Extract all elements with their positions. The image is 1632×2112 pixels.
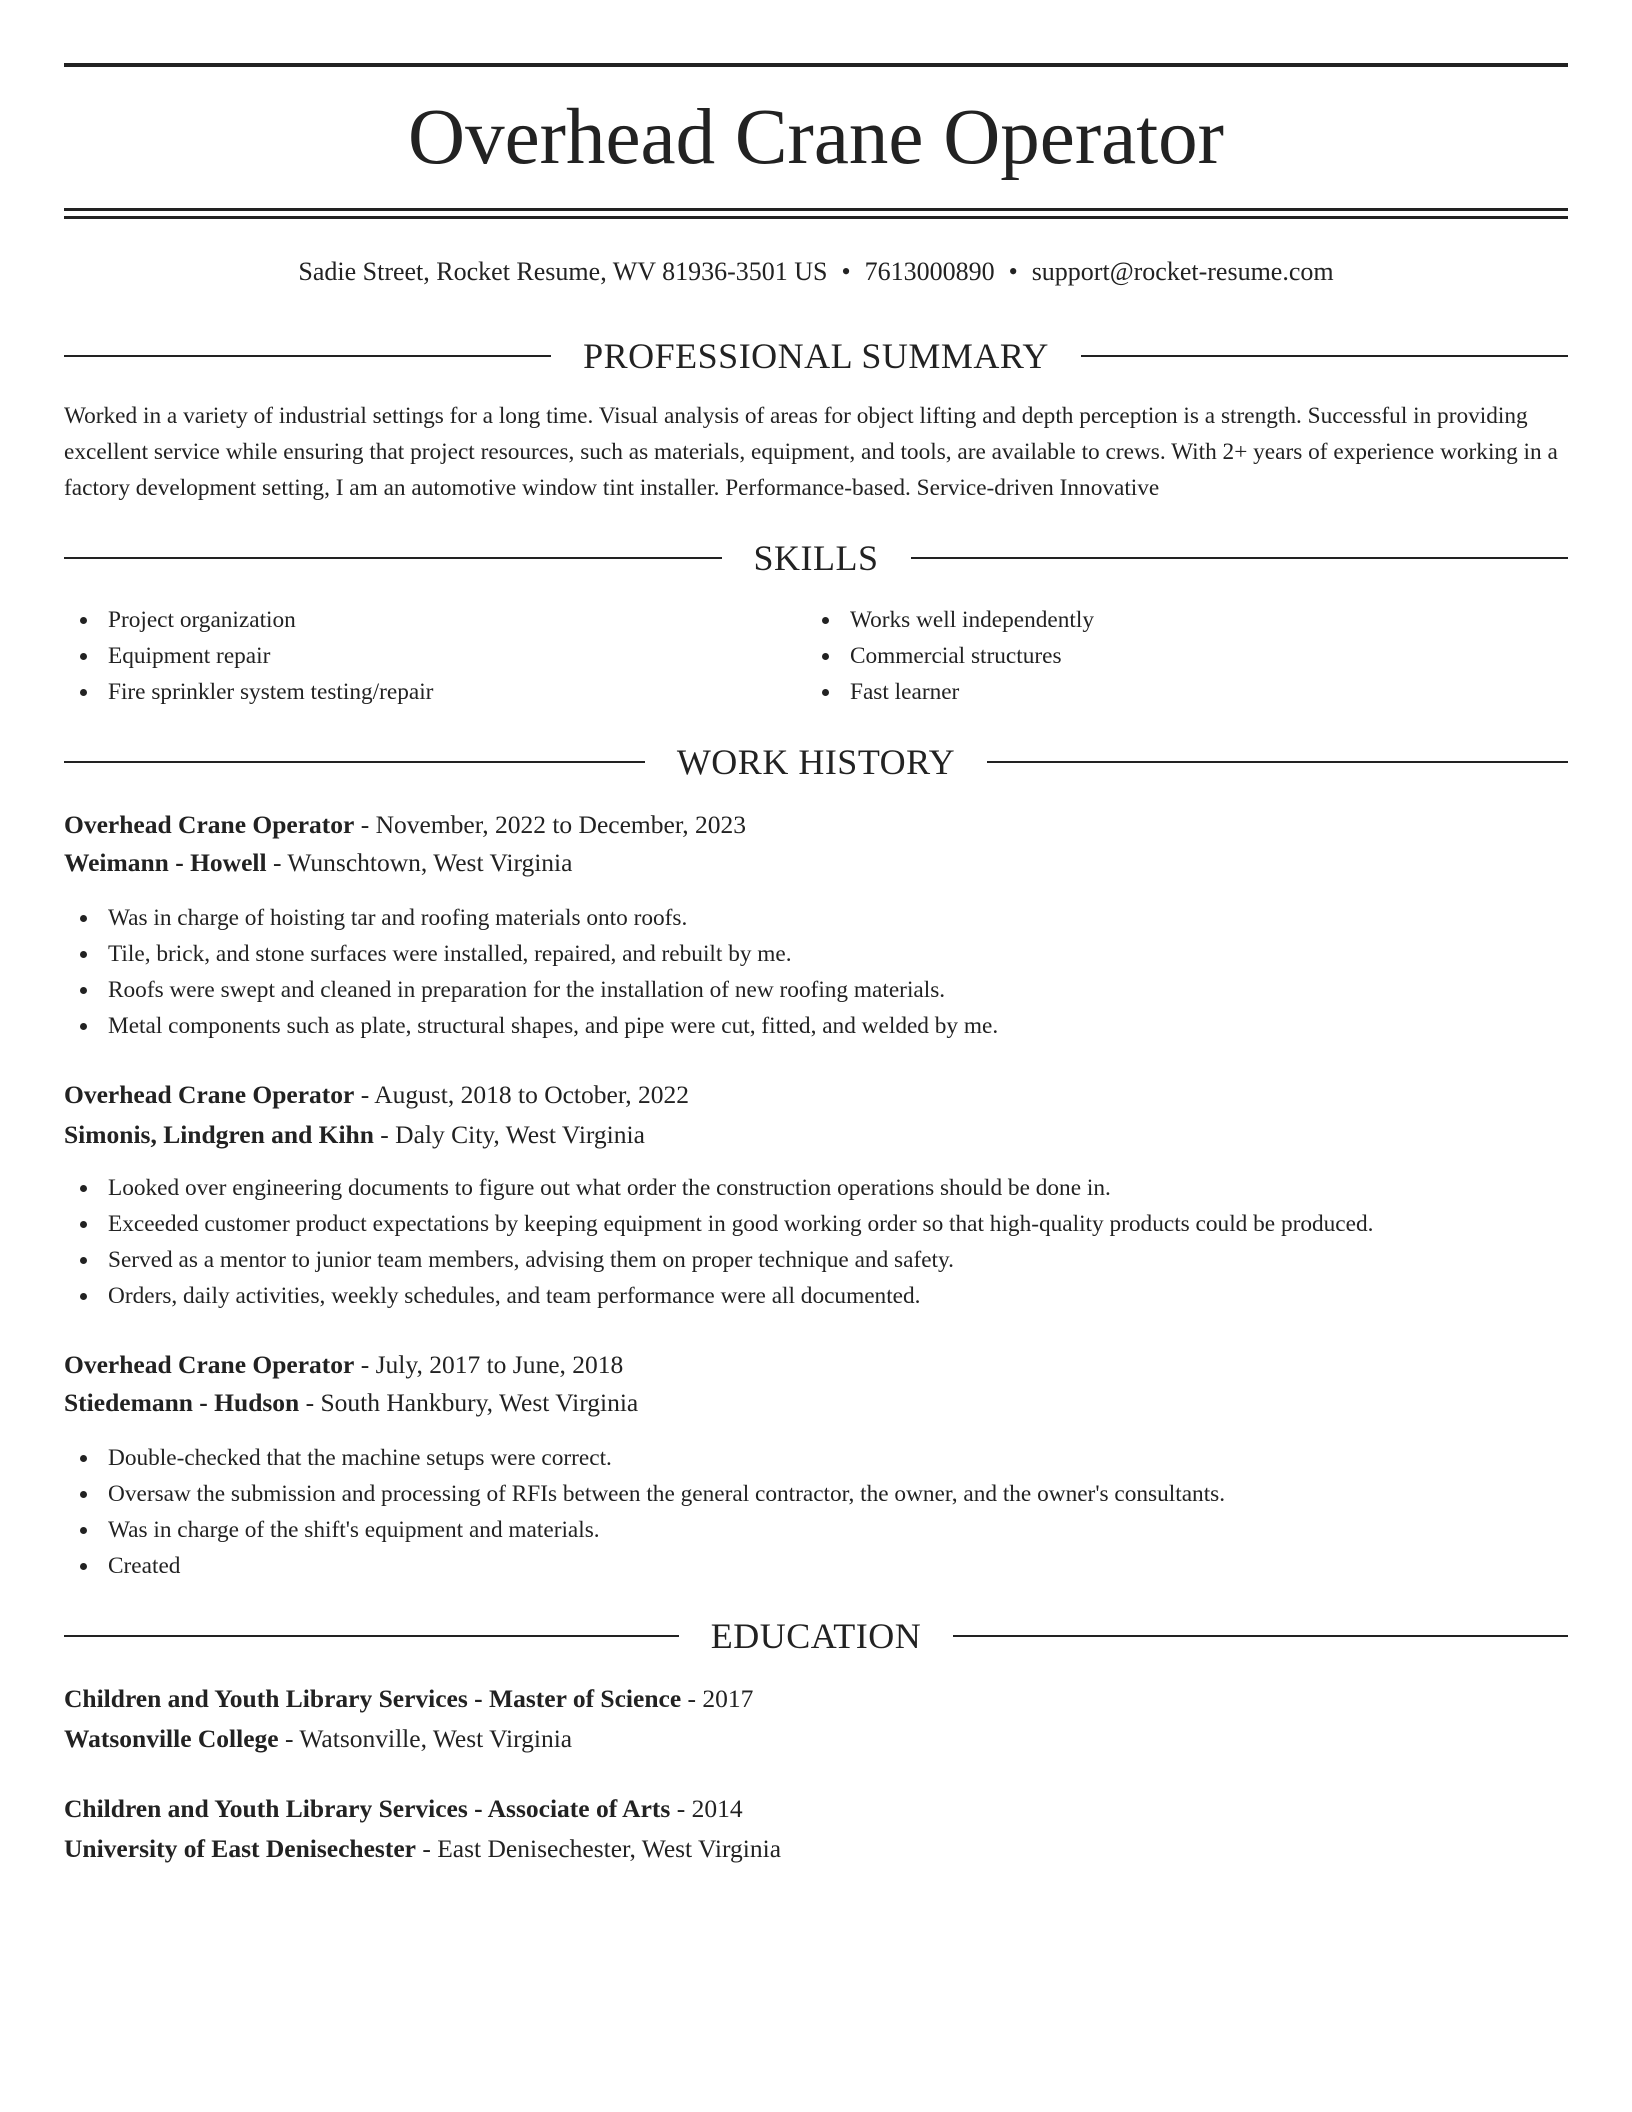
heading-rule-right (911, 557, 1569, 559)
job-bullet: Looked over engineering documents to figure out what order the construction operations should be done in. (64, 1170, 1373, 1206)
job-location: - Daly City, West Virginia (373, 1120, 645, 1149)
job-title: Overhead Crane Operator (64, 1350, 355, 1379)
job-title: Overhead Crane Operator (64, 1080, 355, 1109)
section-heading-skills (64, 536, 1568, 580)
job-bullet: Created (64, 1548, 1225, 1584)
heading-rule-left (64, 557, 722, 559)
education-year: - 2014 (670, 1794, 743, 1823)
job-bullet: Served as a mentor to junior team members, advising them on proper technique and safety. (64, 1242, 1373, 1278)
education-degree-line (64, 1790, 743, 1828)
heading-rule-left (64, 355, 551, 357)
job-bullet: Double-checked that the machine setups were correct. (64, 1440, 1225, 1476)
skill-item: Project organization (64, 602, 433, 638)
job-bullet: Tile, brick, and stone surfaces were installed, repaired, and rebuilt by me. (64, 936, 998, 972)
contact-email[interactable]: support@rocket-resume.com (1031, 257, 1334, 286)
skills-list-left (64, 602, 433, 710)
job-location: - South Hankbury, West Virginia (299, 1388, 639, 1417)
education-school: Watsonville College (64, 1724, 279, 1753)
job-title-line (64, 1076, 689, 1114)
education-degree-line (64, 1680, 753, 1718)
section-heading-label: EDUCATION (710, 1616, 922, 1656)
summary-text: Worked in a variety of industrial settings for a long time. Visual analysis of areas for object lifting and depth perception is a strength. Successful in providing excellent service while ensuring that project resources, such as materials, equipment, and tools, are available to crews. With 2+ years of experience working in a factory development setting, I am an automotive window tint installer. Performance-based. Service-driven Innovative (64, 403, 1558, 501)
job-location: - Wunschtown, West Virginia (266, 848, 573, 877)
job-bullet-list (64, 1440, 1225, 1584)
section-heading-summary (64, 334, 1568, 378)
education-school-line (64, 1830, 781, 1868)
section-heading-label: PROFESSIONAL SUMMARY (583, 336, 1049, 376)
header-bottom-rule-lower (64, 216, 1568, 219)
job-bullet: Was in charge of the shift's equipment and materials. (64, 1512, 1225, 1548)
job-title-line (64, 1346, 623, 1384)
contact-phone: 7613000890 (864, 257, 995, 286)
job-title: Overhead Crane Operator (64, 810, 355, 839)
contact-address: Sadie Street, Rocket Resume, WV 81936-3501 US (298, 257, 828, 286)
job-dates: - July, 2017 to June, 2018 (354, 1350, 624, 1379)
job-title-line (64, 806, 746, 844)
job-bullet: Was in charge of hoisting tar and roofing materials onto roofs. (64, 900, 998, 936)
job-company: Stiedemann - Hudson (64, 1388, 300, 1417)
skill-item: Commercial structures (806, 638, 1094, 674)
education-degree: Children and Youth Library Services - Associate of Arts (64, 1794, 671, 1823)
education-location: - East Denisechester, West Virginia (415, 1834, 782, 1863)
education-year: - 2017 (681, 1684, 754, 1713)
section-heading-label: WORK HISTORY (676, 742, 956, 782)
job-company-line (64, 1116, 645, 1154)
skill-item: Fire sprinkler system testing/repair (64, 674, 433, 710)
skill-item: Works well independently (806, 602, 1094, 638)
skill-item: Equipment repair (64, 638, 433, 674)
skill-item: Fast learner (806, 674, 1094, 710)
education-degree: Children and Youth Library Services - Master of Science (64, 1684, 682, 1713)
job-company-line (64, 844, 572, 882)
education-school: University of East Denisechester (64, 1834, 416, 1863)
contact-separator: • (1008, 257, 1018, 286)
contact-separator: • (841, 257, 851, 286)
job-bullet: Metal components such as plate, structural shapes, and pipe were cut, fitted, and welded by me. (64, 1008, 998, 1044)
education-location: - Watsonville, West Virginia (278, 1724, 573, 1753)
job-company-line (64, 1384, 638, 1422)
heading-rule-right (1081, 355, 1568, 357)
heading-rule-left (64, 761, 645, 763)
section-heading-label: SKILLS (753, 538, 879, 578)
section-heading-education (64, 1614, 1568, 1658)
job-dates: - August, 2018 to October, 2022 (354, 1080, 690, 1109)
heading-rule-left (64, 1635, 679, 1637)
job-company: Simonis, Lindgren and Kihn (64, 1120, 374, 1149)
header-bottom-rule-upper (64, 208, 1568, 211)
heading-rule-right (953, 1635, 1568, 1637)
header-top-rule (64, 63, 1568, 67)
heading-rule-right (987, 761, 1568, 763)
job-bullet: Orders, daily activities, weekly schedules, and team performance were all documented. (64, 1278, 1373, 1314)
job-bullet: Oversaw the submission and processing of RFIs between the general contractor, the owner, and the owner's consultants. (64, 1476, 1225, 1512)
section-heading-work-history (64, 740, 1568, 784)
education-school-line (64, 1720, 572, 1758)
job-bullet: Roofs were swept and cleaned in preparation for the installation of new roofing materials. (64, 972, 998, 1008)
job-bullet-list (64, 900, 998, 1044)
contact-line (64, 252, 1568, 292)
skills-list-right (806, 602, 1094, 710)
job-bullet-list (64, 1170, 1373, 1314)
job-company: Weimann - Howell (64, 848, 267, 877)
job-dates: - November, 2022 to December, 2023 (354, 810, 747, 839)
job-bullet: Exceeded customer product expectations by keeping equipment in good working order so that high-quality products could be produced. (64, 1206, 1373, 1242)
resume-title: Overhead Crane Operator (408, 94, 1224, 181)
